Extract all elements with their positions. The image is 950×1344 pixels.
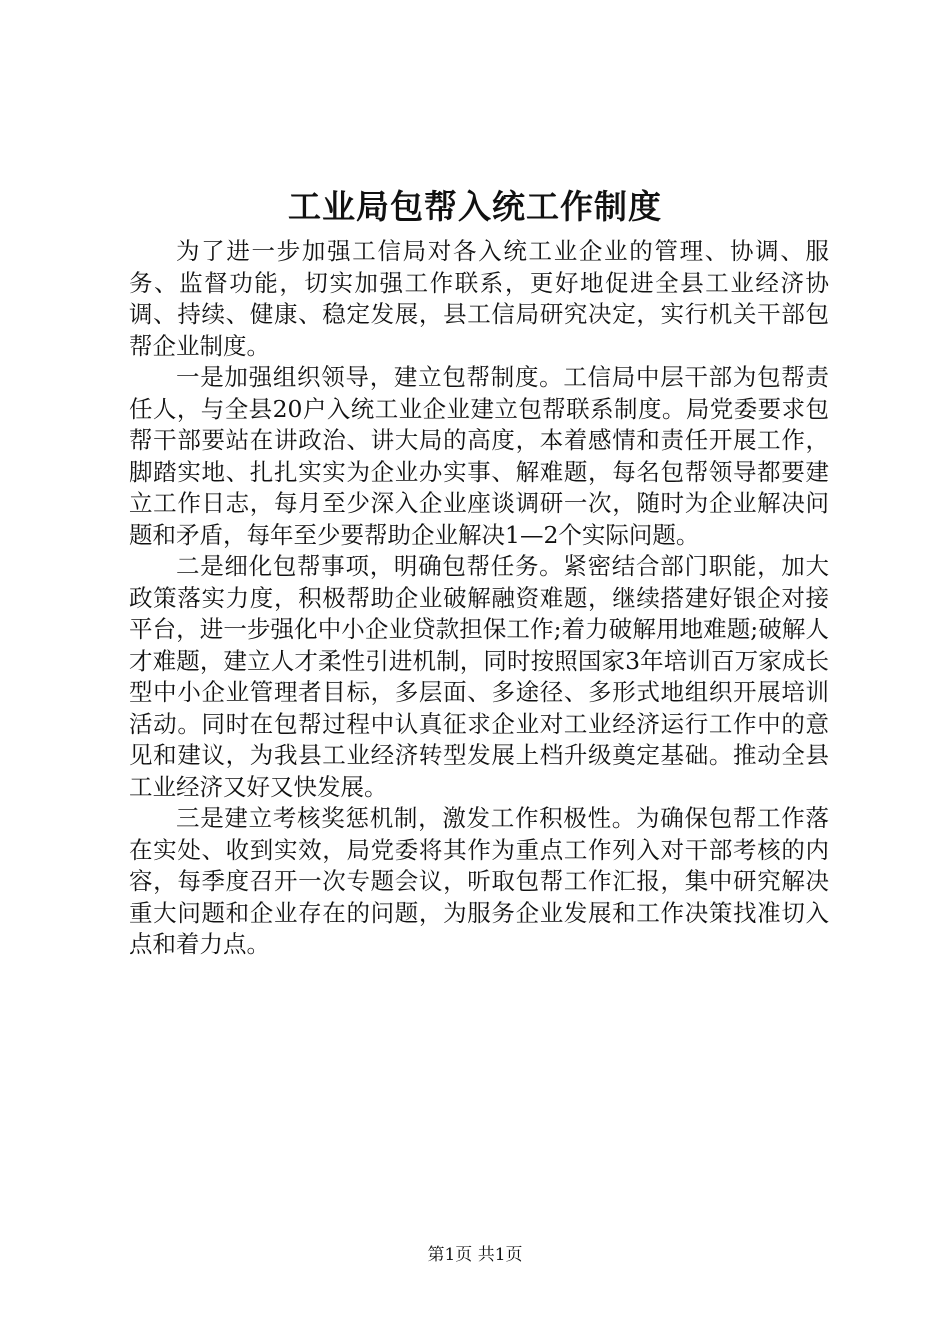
- document-body: [129, 236, 829, 961]
- page-footer: 第1页 共1页: [427, 1245, 523, 1265]
- paragraph-tasks: 二是细化包帮事项，明确包帮任务。紧密结合部门职能，加大政策落实力度，积极帮助企业破解融资难题，继续搭建好银企对接平台，进一步强化中小企业贷款担保工作;着力破解用地难题;破解人才难题，建立人才柔性引进机制，同时按照国家3年培训百万家成长型中小企业管理者目标，多层面、多途径、多形式地组织开展培训活动。同时在包帮过程中认真征求企业对工业经济运行工作中的意见和建议，为我县工业经济转型发展上档升级奠定基础。推动全县工业经济又好又快发展。: [129, 552, 829, 801]
- document-title: 工业局包帮入统工作制度: [288, 187, 662, 226]
- paragraph-assessment: 三是建立考核奖惩机制，激发工作积极性。为确保包帮工作落在实处、收到实效，局党委将其作为重点工作列入对干部考核的内容，每季度召开一次专题会议，听取包帮工作汇报，集中研究解决重大问题和企业存在的问题，为服务企业发展和工作决策找准切入点和着力点。: [129, 804, 829, 958]
- paragraph-organization: 一是加强组织领导，建立包帮制度。工信局中层干部为包帮责任人，与全县20户入统工业企业建立包帮联系制度。局党委要求包帮干部要站在讲政治、讲大局的高度，本着感情和责任开展工作，脚踏实地、扎扎实实为企业办实事、解难题，每名包帮领导都要建立工作日志，每月至少深入企业座谈调研一次，随时为企业解决问题和矛盾，每年至少要帮助企业解决1—2个实际问题。: [129, 363, 829, 549]
- paragraph-intro: 为了进一步加强工信局对各入统工业企业的管理、协调、服务、监督功能，切实加强工作联系，更好地促进全县工业经济协调、持续、健康、稳定发展，县工信局研究决定，实行机关干部包帮企业制度。: [129, 237, 829, 360]
